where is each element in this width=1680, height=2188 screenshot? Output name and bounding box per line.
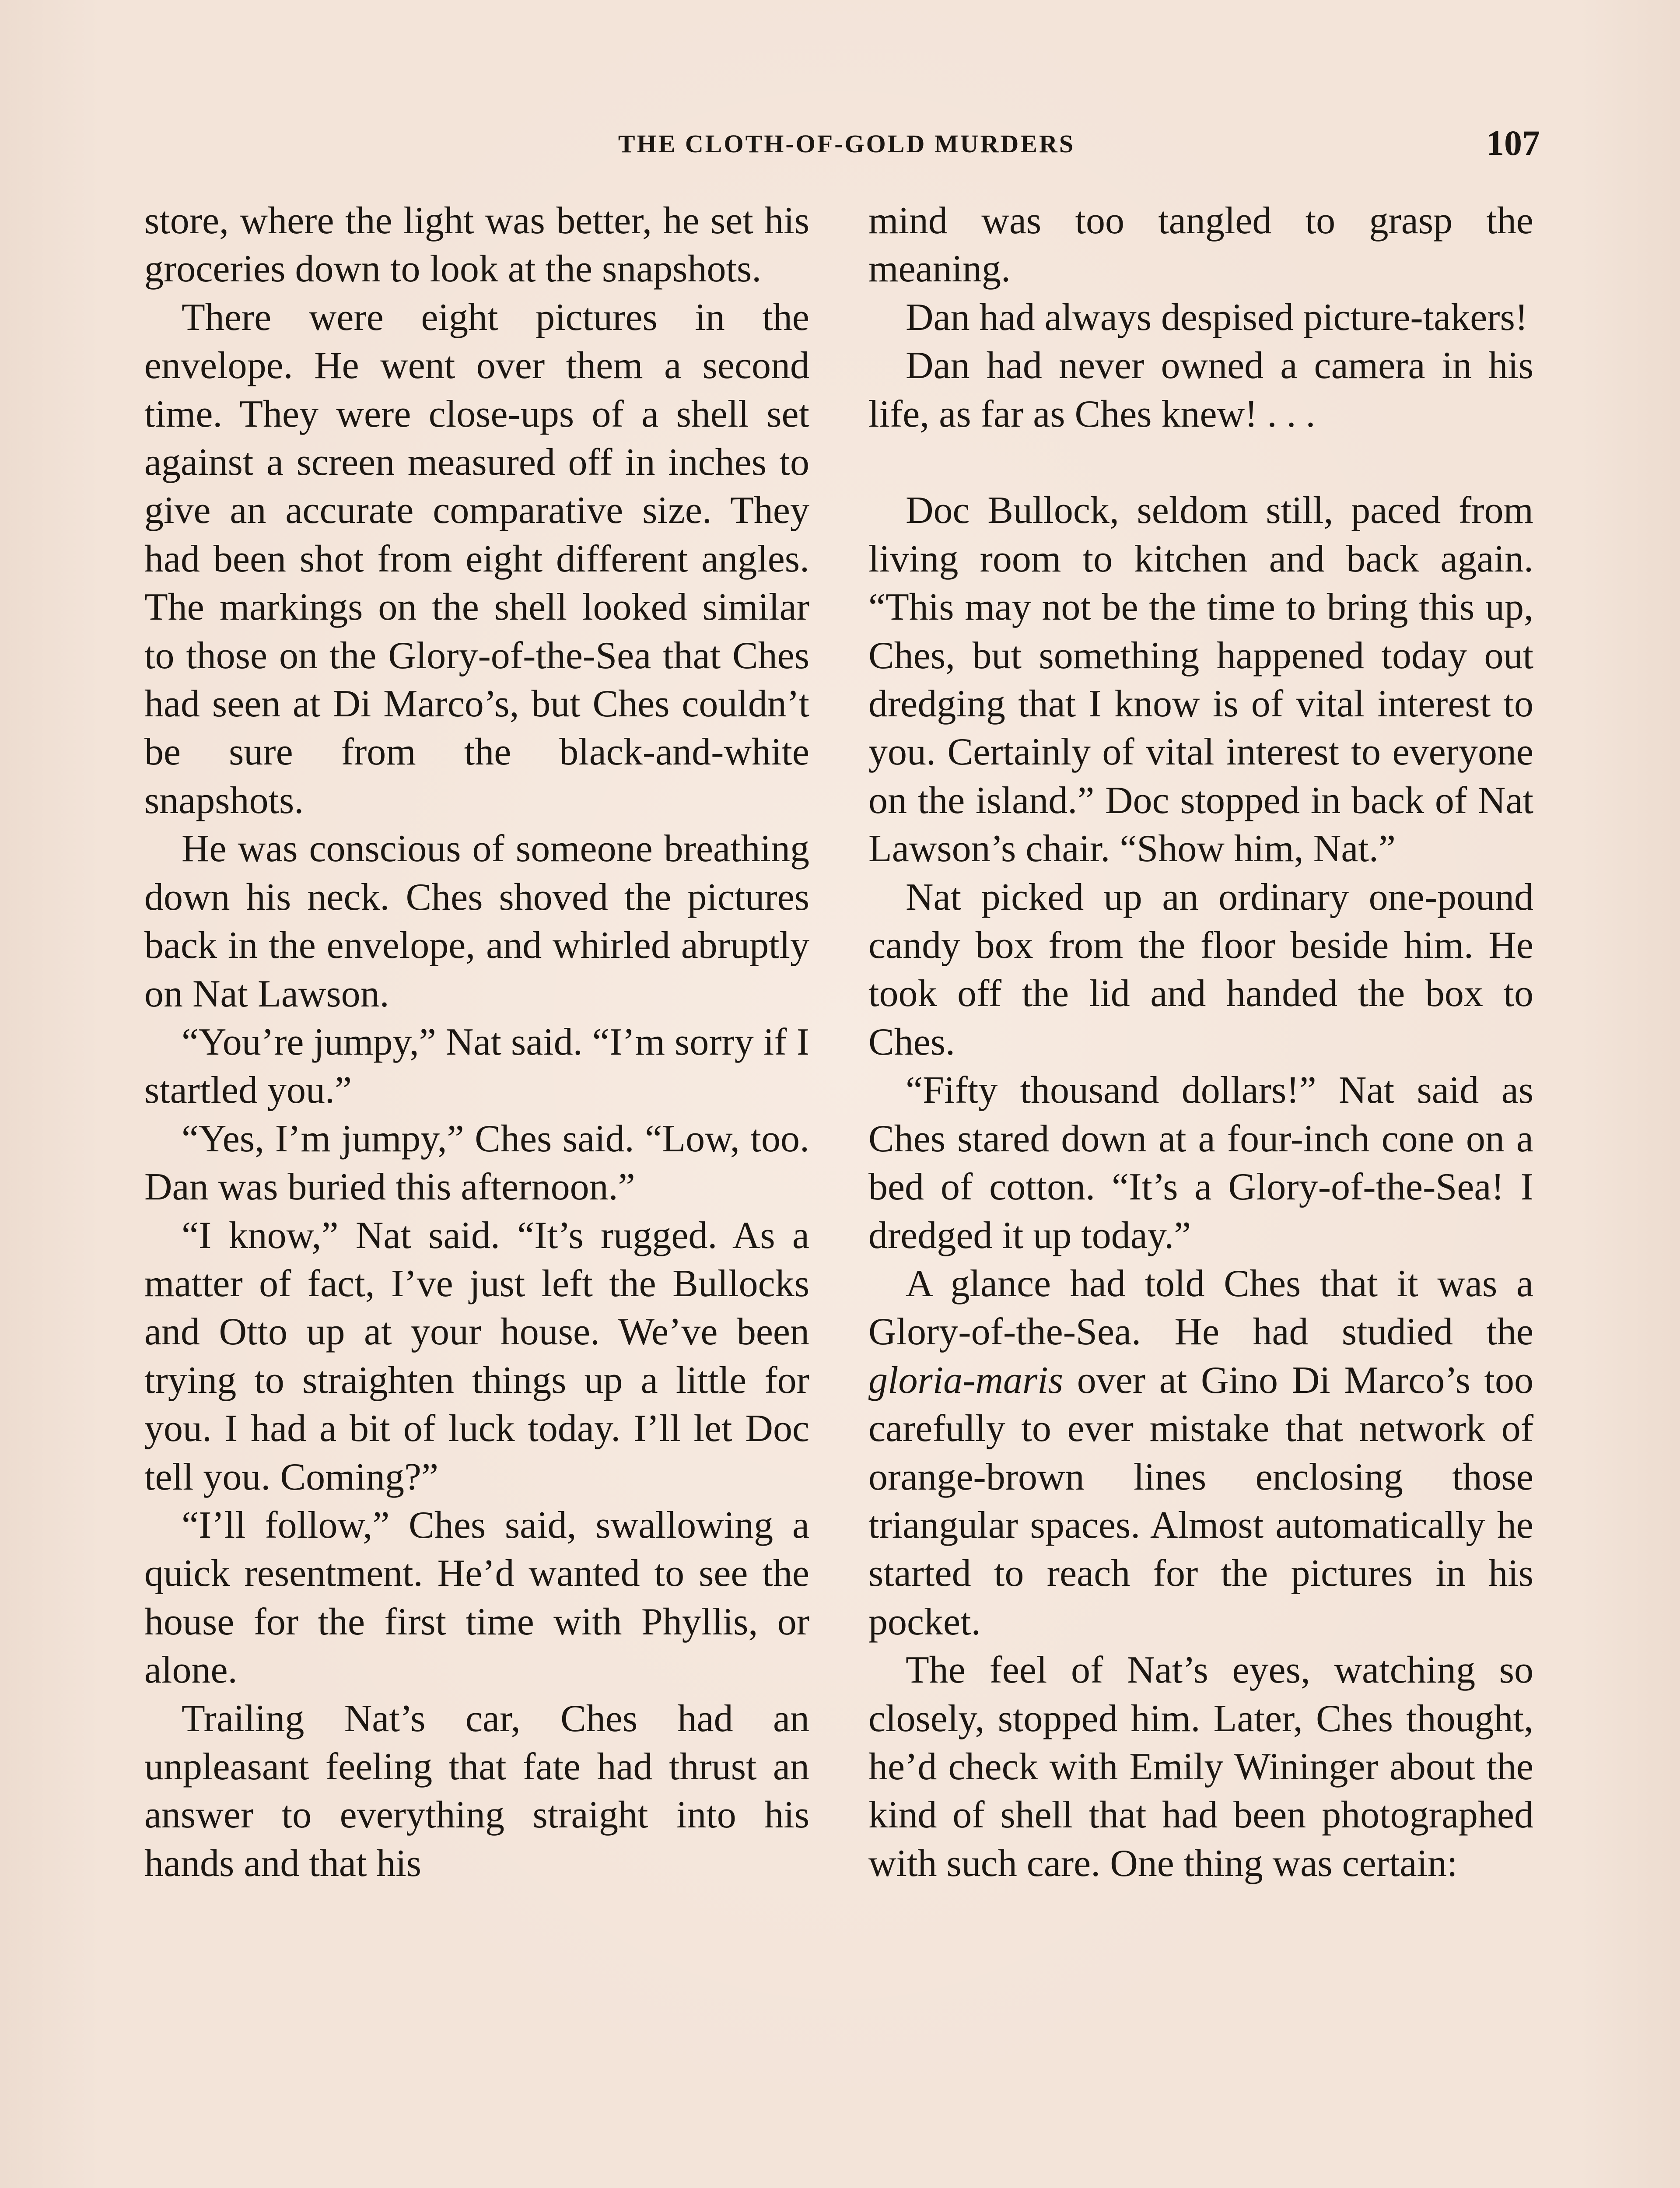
paragraph: Dan had never owned a camera in his life, as far as Ches knew! . . . xyxy=(868,344,1533,435)
paragraph: “I know,” Nat said. “It’s rugged. As a matter of fact, I’ve just left the Bullocks and Otto up at your house. We’ve been trying to straighten things up a little for you. I had a bit of luck today. I’ll let Doc tell you. Coming?” xyxy=(144,1214,809,1498)
right-text-column xyxy=(868,197,1533,1888)
page-number: 107 xyxy=(1486,123,1540,163)
paragraph: Doc Bullock, seldom still, paced from living room to kitchen and back again. “This may not be the time to bring this up, Ches, but something happened today out dredging that I know is of vital interest to you. Certainly of vital interest to everyone on the island.” Doc stopped in back of Nat Lawson’s chair. “Show him, Nat.” xyxy=(868,489,1533,870)
running-title: THE CLOTH-OF-GOLD MURDERS xyxy=(618,130,1075,158)
paragraph: “Fifty thousand dollars!” Nat said as Ches stared down at a four-inch cone on a bed of cotton. “It’s a Glory-of-the-Sea! I dredged it up today.” xyxy=(868,1069,1533,1257)
paragraph: Nat picked up an ordinary one-pound candy box from the floor beside him. He took off the lid and handed the box to Ches. xyxy=(868,876,1533,1063)
paragraph: “You’re jumpy,” Nat said. “I’m sorry if I startled you.” xyxy=(144,1020,809,1112)
paragraph: mind was too tangled to grasp the meaning. xyxy=(868,200,1533,291)
text-run: over at Gino Di Marco’s too carefully to ever mistake that network of orange-brown lines enclosing those triangular spaces. Almost automatically he started to reach for the pictures in his pocket. xyxy=(868,1359,1534,1643)
left-text-column xyxy=(144,197,809,1888)
paragraph: Trailing Nat’s car, Ches had an unpleasant feeling that fate had thrust an answer to everything straight into his hands and that his xyxy=(144,1697,809,1885)
italic-term: gloria-maris xyxy=(868,1359,1063,1402)
paragraph: “Yes, I’m jumpy,” Ches said. “Low, too. Dan was buried this afternoon.” xyxy=(144,1117,809,1209)
paragraph: “I’ll follow,” Ches said, swallowing a quick resentment. He’d wanted to see the house for the first time with Phyllis, or alone. xyxy=(144,1504,809,1692)
paragraph: Dan had always despised picture-takers! xyxy=(906,296,1528,339)
paragraph: The feel of Nat’s eyes, watching so closely, stopped him. Later, Ches thought, he’d check with Emily Wininger about the kind of shell that had been photographed with such care. One thing was certain: xyxy=(868,1649,1533,1885)
text-run: A glance had told Ches that it was a Glory-of-the-Sea. He had studied the xyxy=(868,1262,1533,1353)
paragraph: There were eight pictures in the envelope. He went over them a second time. They were close-ups of a shell set against a screen measured off in inches to give an accurate comparative size. They had been shot from eight different angles. The markings on the shell looked similar to those on the Glory-of-the-Sea that Ches had seen at Di Marco’s, but Ches couldn’t be sure from the black-and-white snapshots. xyxy=(144,296,809,822)
paragraph xyxy=(868,1260,1533,1646)
paragraph: He was conscious of someone breathing down his neck. Ches shoved the pictures back in the envelope, and whirled abruptly on Nat Lawson. xyxy=(144,828,809,1015)
paragraph: store, where the light was better, he set his groceries down to look at the snapshots. xyxy=(144,200,809,291)
